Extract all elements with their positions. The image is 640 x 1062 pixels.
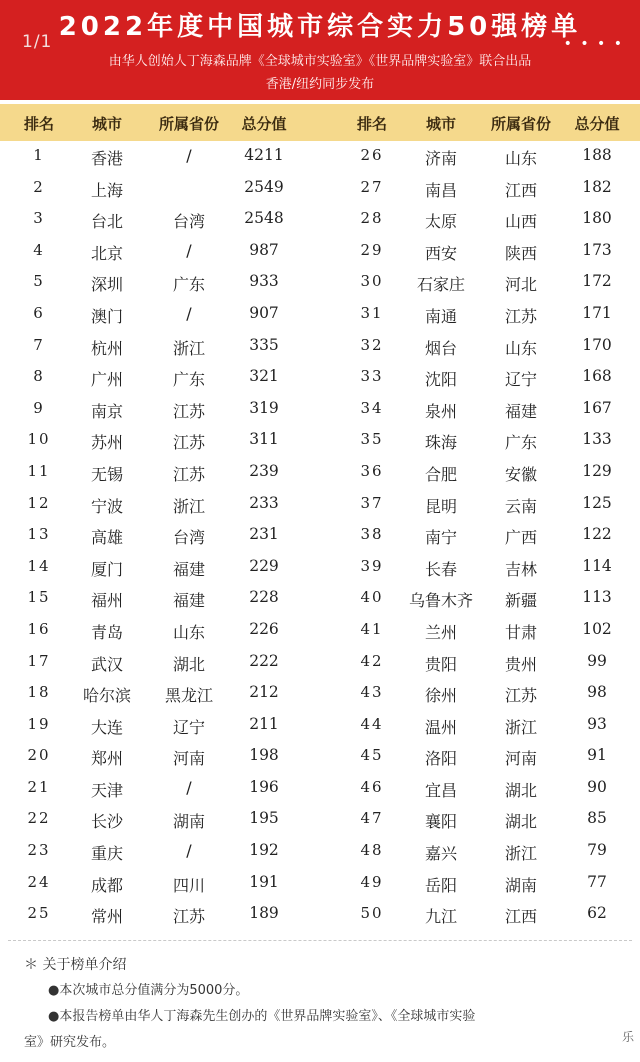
province-cell: 新疆 — [504, 591, 537, 611]
province-cell: 福建 — [172, 591, 205, 611]
province-cell: 山东 — [172, 622, 205, 642]
score-cell: 125 — [582, 493, 612, 512]
city-cell: 南通 — [424, 306, 457, 326]
city-cell: 兰州 — [424, 622, 457, 642]
rank-cell: 50 — [360, 904, 384, 923]
city-cell: 襄阳 — [424, 812, 457, 832]
city-cell: 岳阳 — [424, 875, 457, 895]
city-cell: 广州 — [90, 370, 123, 390]
col-header-score: 总分值 — [241, 115, 287, 133]
score-cell: 192 — [249, 841, 279, 860]
score-cell: 228 — [249, 588, 279, 607]
score-cell: 319 — [249, 398, 279, 417]
score-cell: 114 — [582, 556, 612, 575]
province-cell: 江西 — [504, 907, 537, 927]
city-cell: 重庆 — [90, 844, 123, 864]
province-cell: 江苏 — [504, 306, 537, 326]
province-cell: 台湾 — [172, 212, 205, 232]
province-cell: 黑龙江 — [164, 686, 213, 706]
score-cell: 122 — [582, 525, 612, 544]
province-cell: 浙江 — [172, 338, 205, 358]
rank-cell: 3 — [33, 209, 45, 228]
rank-cell: 46 — [360, 777, 384, 796]
score-cell: 987 — [249, 240, 279, 259]
province-cell: 安徽 — [504, 464, 537, 484]
rank-cell: 6 — [33, 303, 45, 322]
province-cell: 湖北 — [504, 780, 537, 800]
table-row — [0, 362, 640, 394]
province-cell: 河南 — [172, 749, 205, 769]
city-cell: 烟台 — [424, 338, 457, 358]
table-row — [0, 204, 640, 236]
rank-cell: 29 — [360, 240, 384, 259]
city-cell: 乌鲁木齐 — [408, 591, 473, 611]
rank-cell: 28 — [360, 209, 384, 228]
city-cell: 上海 — [90, 180, 123, 200]
score-cell: 188 — [582, 146, 612, 164]
rank-cell: 11 — [27, 461, 51, 480]
rank-cell: 35 — [360, 430, 384, 449]
score-cell: 170 — [582, 335, 612, 354]
city-cell: 北京 — [90, 243, 123, 263]
rank-cell: 32 — [360, 335, 384, 354]
score-cell: 4211 — [244, 146, 284, 164]
table-row — [0, 331, 640, 363]
table-row — [0, 236, 640, 268]
table-row — [0, 457, 640, 489]
city-cell: 成都 — [90, 875, 123, 895]
col-header-city: 城市 — [91, 115, 122, 133]
note-item: ●本次城市总分值满分为5000分。 — [48, 983, 249, 998]
province-cell: 台湾 — [172, 528, 205, 548]
score-cell: 239 — [249, 461, 279, 480]
score-cell: 189 — [249, 904, 279, 923]
province-cell: 湖北 — [172, 654, 205, 674]
table-row — [0, 868, 640, 900]
score-cell: 211 — [249, 714, 279, 733]
table-row — [0, 836, 640, 868]
city-cell: 太原 — [424, 212, 457, 232]
score-cell: 77 — [587, 872, 607, 891]
score-cell: 171 — [582, 303, 612, 322]
province-cell: 江苏 — [172, 464, 205, 484]
city-cell: 合肥 — [424, 464, 457, 484]
city-cell: 贵阳 — [424, 654, 457, 674]
score-cell: 90 — [587, 777, 607, 796]
province-cell: 浙江 — [172, 496, 205, 516]
city-cell: 温州 — [424, 717, 457, 737]
rank-cell: 23 — [27, 841, 51, 860]
table-row — [0, 425, 640, 457]
report-header — [0, 0, 640, 100]
note-item: ●本报告榜单由华人丁海森先生创办的《世界品牌实验室》、《全球城市实验 — [48, 1009, 476, 1024]
score-cell: 212 — [249, 683, 279, 702]
score-cell: 233 — [249, 493, 279, 512]
city-cell: 哈尔滨 — [82, 686, 131, 706]
notes-heading: ＊ 关于榜单介绍 — [24, 957, 127, 973]
province-cell: / — [186, 146, 192, 165]
province-cell: 湖南 — [172, 812, 205, 832]
province-cell: 吉林 — [504, 559, 537, 579]
rank-cell: 38 — [360, 525, 384, 544]
table-row — [0, 615, 640, 647]
col-header-score: 总分值 — [574, 115, 620, 133]
rank-cell: 40 — [360, 588, 384, 607]
table-row — [0, 394, 640, 426]
table-row — [0, 710, 640, 742]
rank-cell: 12 — [27, 493, 51, 512]
province-cell: 福建 — [504, 401, 537, 421]
province-cell: 浙江 — [504, 717, 537, 737]
score-cell: 133 — [582, 430, 612, 449]
score-cell: 2549 — [244, 177, 284, 196]
rank-cell: 31 — [360, 303, 384, 322]
score-cell: 198 — [249, 746, 279, 765]
table-row — [0, 773, 640, 805]
score-cell: 113 — [582, 588, 612, 607]
rank-cell: 49 — [360, 872, 384, 891]
table-row — [0, 678, 640, 710]
province-cell: 四川 — [172, 875, 205, 895]
table-row — [0, 173, 640, 205]
rank-cell: 42 — [360, 651, 384, 670]
province-cell: 江苏 — [172, 401, 205, 421]
score-cell: 196 — [249, 777, 279, 796]
table-row — [0, 489, 640, 521]
city-cell: 深圳 — [90, 275, 123, 295]
city-cell: 宁波 — [90, 496, 123, 516]
city-cell: 泉州 — [424, 401, 457, 421]
rank-cell: 44 — [360, 714, 384, 733]
province-cell: 云南 — [504, 496, 537, 516]
city-cell: 西安 — [424, 243, 457, 263]
province-cell: 河北 — [504, 275, 537, 295]
city-cell: 洛阳 — [424, 749, 457, 769]
rank-cell: 13 — [27, 525, 51, 544]
rank-cell: 24 — [27, 872, 51, 891]
score-cell: 231 — [249, 525, 279, 544]
rank-cell: 25 — [27, 904, 51, 923]
rank-cell: 36 — [360, 461, 384, 480]
divider — [8, 940, 632, 941]
score-cell: 226 — [249, 619, 279, 638]
rank-cell: 33 — [360, 367, 384, 386]
province-cell: 江西 — [504, 180, 537, 200]
table-body — [0, 141, 640, 931]
province-cell: 广东 — [172, 275, 205, 295]
rank-cell: 43 — [360, 683, 384, 702]
table-row — [0, 899, 640, 931]
score-cell: 933 — [249, 272, 279, 291]
release-note: 香港/纽约同步发布 — [265, 77, 375, 92]
table-row — [0, 647, 640, 679]
city-cell: 台北 — [90, 212, 123, 232]
city-cell: 长沙 — [90, 812, 123, 832]
rank-cell: 8 — [33, 367, 45, 386]
table-row — [0, 520, 640, 552]
city-cell: 郑州 — [90, 749, 123, 769]
province-cell: 陕西 — [504, 243, 537, 263]
city-cell: 嘉兴 — [424, 844, 457, 864]
report-subtitle: 由华人创始人丁海森品牌《全球城市实验室》《世界品牌实验室》联合出品 — [108, 54, 532, 69]
province-cell: 浙江 — [504, 844, 537, 864]
score-cell: 2548 — [244, 209, 284, 228]
city-cell: 苏州 — [90, 433, 123, 453]
province-cell: 江苏 — [172, 907, 205, 927]
score-cell: 85 — [587, 809, 607, 828]
province-cell: / — [186, 303, 192, 323]
score-cell: 102 — [582, 619, 612, 638]
score-cell: 182 — [582, 177, 612, 196]
rank-cell: 39 — [360, 556, 384, 575]
province-cell: 山西 — [504, 212, 537, 232]
city-cell: 石家庄 — [416, 275, 465, 295]
score-cell: 321 — [249, 367, 279, 386]
table-row — [0, 141, 640, 173]
rank-cell: 1 — [33, 146, 45, 164]
rank-cell: 18 — [27, 683, 51, 702]
score-cell: 91 — [587, 746, 607, 765]
city-cell: 徐州 — [424, 686, 457, 706]
city-cell: 杭州 — [90, 338, 123, 358]
rank-cell: 37 — [360, 493, 384, 512]
rank-cell: 2 — [33, 177, 45, 196]
report-title: 2022年度中国城市综合实力50强榜单 — [58, 12, 582, 42]
rank-cell: 41 — [360, 619, 384, 638]
city-cell: 济南 — [424, 149, 457, 168]
city-cell: 沈阳 — [424, 370, 457, 390]
table-row — [0, 804, 640, 836]
decorative-dots: • • • • — [563, 36, 624, 52]
rank-cell: 45 — [360, 746, 384, 765]
rank-cell: 14 — [27, 556, 51, 575]
city-cell: 无锡 — [90, 464, 123, 484]
city-cell: 青岛 — [90, 622, 123, 642]
province-cell: 江苏 — [504, 686, 537, 706]
score-cell: 229 — [249, 556, 279, 575]
score-cell: 173 — [582, 240, 612, 259]
province-cell: 湖北 — [504, 812, 537, 832]
rank-cell: 34 — [360, 398, 384, 417]
col-header-city: 城市 — [425, 115, 456, 133]
province-cell: 甘肃 — [504, 622, 537, 642]
score-cell: 93 — [587, 714, 607, 733]
score-cell: 99 — [587, 651, 607, 670]
score-cell: 335 — [249, 335, 279, 354]
city-cell: 长春 — [424, 559, 457, 579]
rank-cell: 7 — [33, 335, 45, 354]
city-cell: 珠海 — [424, 433, 457, 453]
col-header-province: 所属省份 — [158, 115, 219, 133]
rank-cell: 22 — [27, 809, 51, 828]
table-row — [0, 552, 640, 584]
rank-cell: 4 — [33, 240, 45, 259]
city-cell: 南宁 — [424, 528, 457, 548]
city-cell: 宜昌 — [424, 780, 457, 800]
city-cell: 高雄 — [90, 528, 123, 548]
score-cell: 79 — [587, 841, 607, 860]
score-cell: 222 — [249, 651, 279, 670]
score-cell: 62 — [587, 904, 607, 923]
score-cell: 172 — [582, 272, 612, 291]
rank-cell: 27 — [360, 177, 384, 196]
city-cell: 香港 — [90, 149, 123, 168]
note-item-continued: 室》研究发布。 — [24, 1035, 116, 1050]
rank-cell: 15 — [27, 588, 51, 607]
score-cell: 907 — [249, 303, 279, 322]
ranking-table — [0, 104, 640, 931]
rank-cell: 9 — [33, 398, 45, 417]
score-cell: 191 — [249, 872, 279, 891]
province-cell: 广东 — [172, 370, 205, 390]
city-cell: 澳门 — [90, 306, 123, 326]
rank-cell: 48 — [360, 841, 384, 860]
table-row — [0, 583, 640, 615]
score-cell: 98 — [587, 683, 607, 702]
city-cell: 大连 — [90, 717, 123, 737]
table-row — [0, 299, 640, 331]
rank-cell: 20 — [27, 746, 51, 765]
score-cell: 129 — [582, 461, 612, 480]
city-cell: 天津 — [90, 780, 123, 800]
table-row — [0, 267, 640, 299]
province-cell: / — [186, 841, 192, 861]
province-cell: 河南 — [504, 749, 537, 769]
page-indicator: 1/1 — [22, 32, 53, 52]
rank-cell: 26 — [360, 146, 384, 164]
score-cell: 180 — [582, 209, 612, 228]
score-cell: 195 — [249, 809, 279, 828]
score-cell: 311 — [249, 430, 279, 449]
province-cell: 贵州 — [504, 654, 537, 674]
city-cell: 常州 — [90, 907, 123, 927]
rank-cell: 47 — [360, 809, 384, 828]
province-cell: 福建 — [172, 559, 205, 579]
province-cell: 广西 — [504, 528, 537, 548]
province-cell: 湖南 — [504, 875, 537, 895]
rank-cell: 19 — [27, 714, 51, 733]
rank-cell: 16 — [27, 619, 51, 638]
city-cell: 武汉 — [90, 654, 123, 674]
province-cell: / — [186, 240, 192, 260]
table-header-row — [0, 104, 640, 141]
province-cell: 山东 — [504, 149, 537, 168]
col-header-rank: 排名 — [356, 115, 387, 133]
province-cell: 江苏 — [172, 433, 205, 453]
city-cell: 南昌 — [424, 180, 457, 200]
score-cell: 167 — [582, 398, 612, 417]
rank-cell: 21 — [27, 777, 51, 796]
city-cell: 昆明 — [424, 496, 457, 516]
province-cell: 辽宁 — [172, 717, 205, 737]
city-cell: 南京 — [90, 401, 123, 421]
col-header-province: 所属省份 — [490, 115, 551, 133]
rank-cell: 17 — [27, 651, 51, 670]
city-cell: 厦门 — [90, 559, 123, 579]
rank-cell: 30 — [360, 272, 384, 291]
rank-cell: 5 — [33, 272, 45, 291]
province-cell: 辽宁 — [504, 370, 537, 390]
province-cell: 山东 — [504, 338, 537, 358]
col-header-rank: 排名 — [23, 115, 54, 133]
corner-mark: 乐 — [621, 1030, 634, 1044]
province-cell: 广东 — [504, 433, 537, 453]
city-cell: 九江 — [424, 907, 457, 927]
rank-cell: 10 — [27, 430, 51, 449]
table-row — [0, 741, 640, 773]
city-cell: 福州 — [90, 591, 123, 611]
score-cell: 168 — [582, 367, 612, 386]
province-cell: / — [186, 777, 192, 797]
notes-section — [24, 952, 624, 1056]
